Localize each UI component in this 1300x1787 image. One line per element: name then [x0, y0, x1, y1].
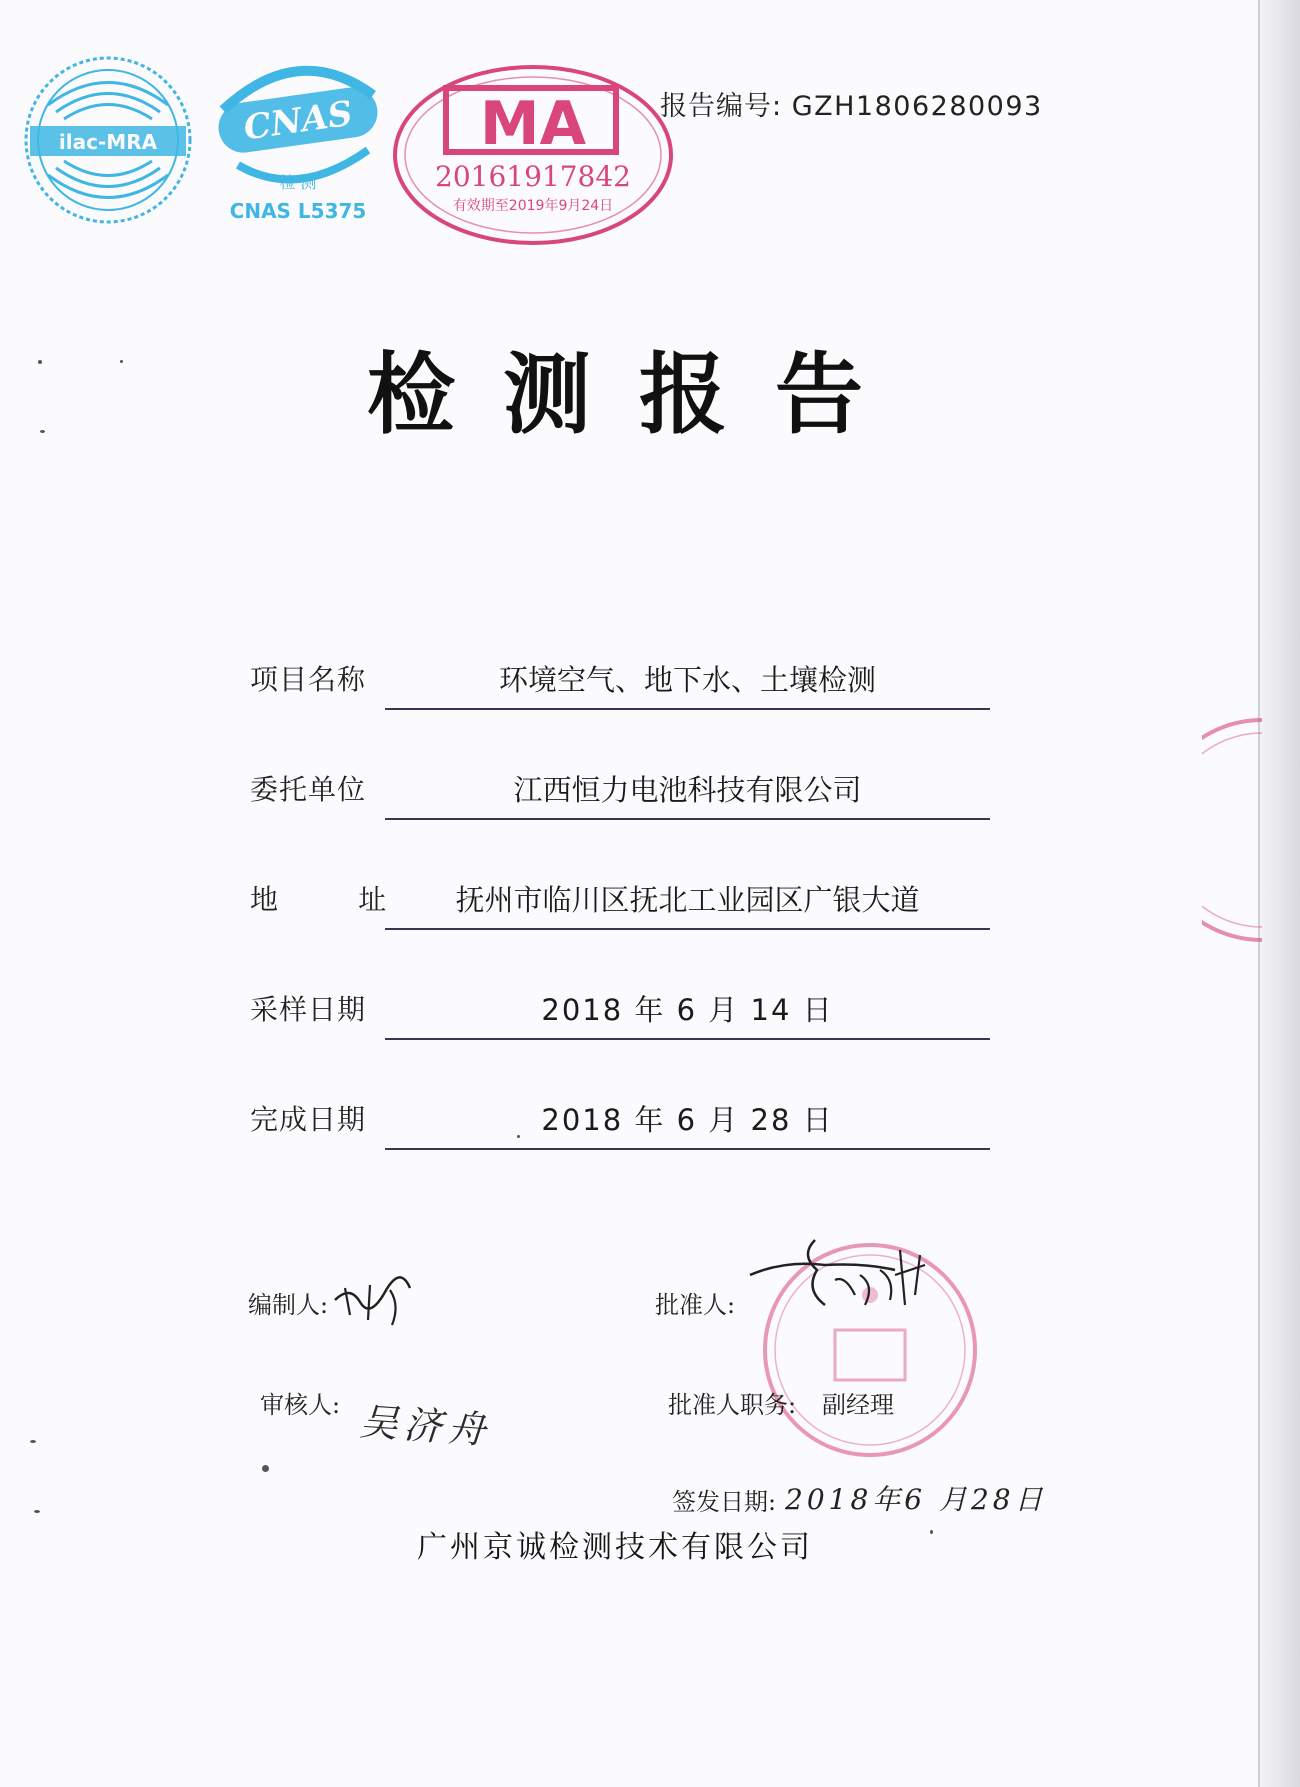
approver-signature: [745, 1235, 945, 1335]
cma-seal-text: MA: [479, 89, 587, 159]
ilac-seal-text: ilac-MRA: [58, 130, 158, 154]
field-row-project-name: [250, 648, 1000, 758]
ilac-mra-seal: [18, 50, 198, 230]
report-number-label: 报告编号:: [660, 91, 783, 122]
field-row-completion-date: [250, 1088, 1000, 1198]
approver-label: 批准人:: [655, 1291, 736, 1319]
compiler-label: 编制人:: [248, 1291, 329, 1319]
field-underline: [385, 818, 990, 820]
issue-date-label: 签发日期:: [672, 1488, 777, 1516]
field-row-client: [250, 758, 1000, 868]
certification-seals: [18, 40, 658, 240]
cnas-seal-text: CNAS: [241, 93, 355, 149]
field-underline: [385, 1148, 990, 1150]
field-value: 2018 年 6 月 14 日: [541, 993, 834, 1027]
field-row-address: [250, 868, 1000, 978]
page-edge: [1260, 0, 1300, 1787]
approver-title: 副经理: [822, 1391, 894, 1419]
field-value: 环境空气、地下水、土壤检测: [498, 663, 876, 697]
cma-seal: [388, 60, 678, 250]
field-value: 2018 年 6 月 28 日: [541, 1103, 834, 1137]
reviewer-signature: 吴济舟: [358, 1399, 494, 1453]
cnas-seal: [198, 40, 398, 240]
field-underline: [385, 928, 990, 930]
side-stamp: [1202, 715, 1262, 945]
field-label: 地 址: [250, 883, 388, 916]
report-number: [660, 84, 1043, 123]
scan-speck: [930, 1530, 933, 1534]
field-label: 完成日期: [250, 1103, 367, 1136]
scan-speck: [30, 1440, 36, 1443]
compiler-signature: [330, 1270, 420, 1330]
scan-speck: [40, 430, 45, 433]
field-value: 江西恒力电池科技有限公司: [513, 773, 862, 807]
field-label: 委托单位: [250, 773, 367, 806]
field-label: 项目名称: [250, 663, 367, 696]
cnas-code: CNAS L5375: [229, 199, 367, 223]
reviewer-label: 审核人:: [260, 1391, 341, 1419]
approver-title-label: 批准人职务:: [668, 1391, 797, 1419]
cma-number: 20161917842: [435, 160, 631, 193]
field-underline: [385, 708, 990, 710]
field-underline: [385, 1038, 990, 1040]
scan-speck: [517, 1135, 520, 1138]
field-value: 抚州市临川区抚北工业园区广银大道: [455, 883, 920, 917]
scan-speck: [38, 360, 42, 364]
cma-validity: 有效期至2019年9月24日: [452, 198, 614, 214]
scan-speck: [262, 1465, 269, 1472]
field-row-sampling-date: [250, 978, 1000, 1088]
field-label: 采样日期: [250, 993, 367, 1026]
report-number-value: GZH1806280093: [791, 91, 1043, 122]
cnas-sub-text: 检 测: [279, 173, 317, 192]
report-fields: [250, 648, 1000, 1198]
document-title: 检测报告: [366, 343, 911, 446]
scan-speck: [120, 360, 123, 363]
issuing-company: 广州京诚检测技术有限公司: [417, 1530, 813, 1565]
issue-date: 2018年6 月28日: [785, 1483, 1047, 1516]
scan-speck: [34, 1510, 40, 1513]
